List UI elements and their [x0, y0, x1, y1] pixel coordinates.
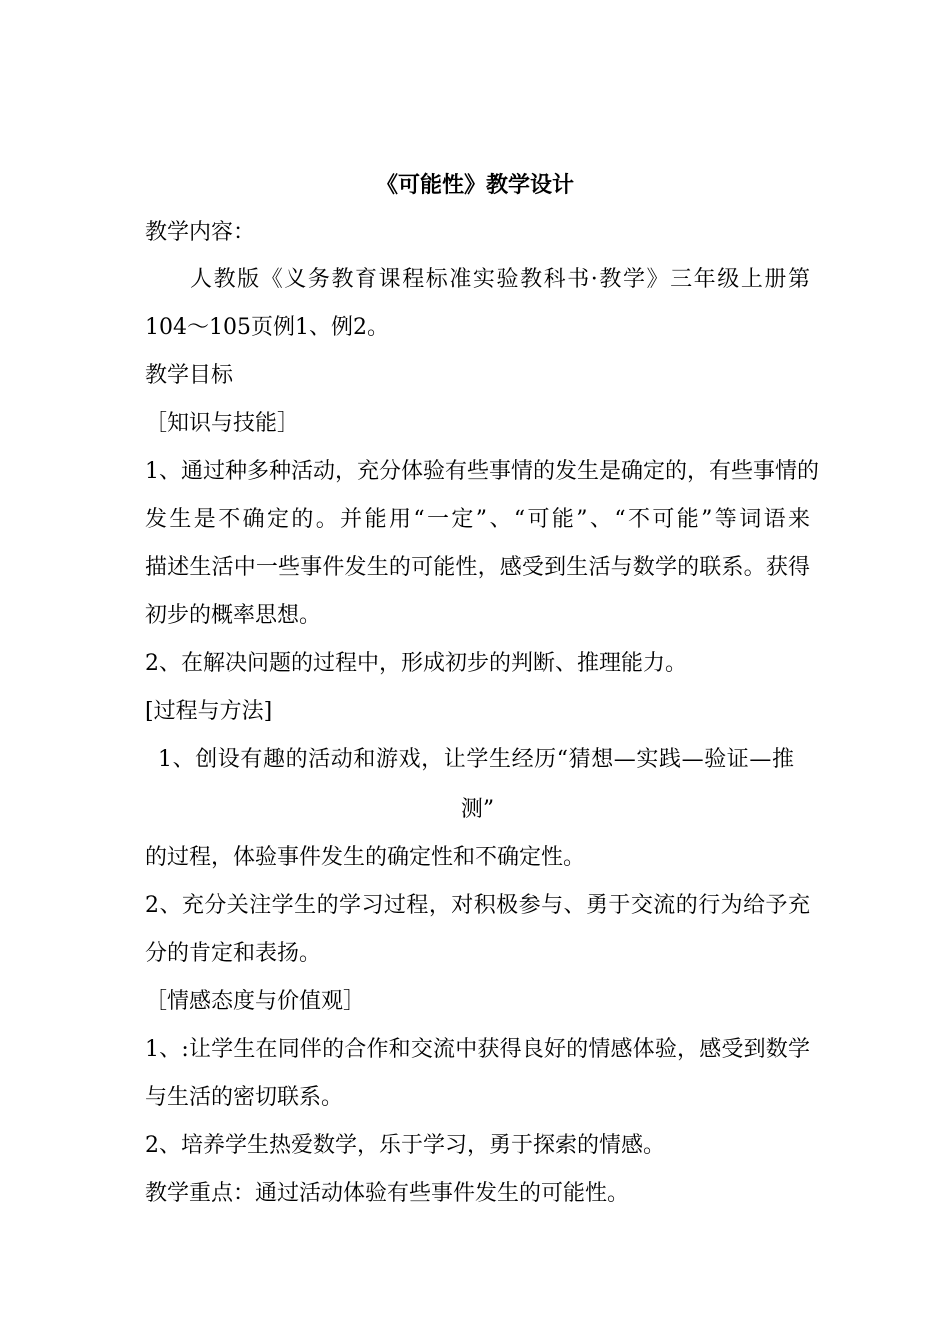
subheading-knowledge: ［知识与技能］	[145, 411, 300, 436]
document-title: 《可能性》教学设计	[375, 172, 574, 198]
paragraph-line: 与生活的密切联系。	[145, 1085, 344, 1110]
paragraph-line: 分的肯定和表扬。	[145, 941, 322, 966]
paragraph-line: 1、通过种多种活动，充分体验有些事情的发生是确定的，有些事情的	[145, 459, 819, 484]
section-heading-goals: 教学目标	[145, 363, 234, 388]
paragraph-line: 1、:让学生在同伴的合作和交流中获得良好的情感体验，感受到数学	[145, 1037, 810, 1062]
paragraph-line-key-point: 教学重点：通过活动体验有些事件发生的可能性。	[145, 1181, 630, 1206]
paragraph-line: 2、培养学生热爱数学，乐于学习，勇于探索的情感。	[145, 1133, 665, 1158]
paragraph-line: 的过程，体验事件发生的确定性和不确定性。	[145, 845, 586, 870]
paragraph-line: 初步的概率思想。	[145, 603, 322, 628]
paragraph-line: 104～105页例1、例2。	[145, 315, 389, 340]
paragraph-line: 1、创设有趣的活动和游戏，让学生经历“猜想—实践—验证—推	[158, 747, 794, 772]
paragraph-line: 2、在解决问题的过程中，形成初步的判断、推理能力。	[145, 651, 687, 676]
section-heading-content: 教学内容：	[145, 220, 256, 245]
paragraph-line: 人教版《义务教育课程标准实验教科书·教学》三年级上册第	[190, 267, 810, 292]
paragraph-line: 描述生活中一些事件发生的可能性，感受到生活与数学的联系。获得	[145, 555, 810, 580]
paragraph-line: 发生是不确定的。并能用“一定”、“可能”、“不可能”等词语来	[145, 507, 810, 532]
subheading-process: [过程与方法]	[145, 699, 273, 724]
subheading-attitude: ［情感态度与价值观］	[145, 989, 366, 1014]
paragraph-line: 测”	[460, 797, 495, 822]
paragraph-line: 2、充分关注学生的学习过程，对积极参与、勇于交流的行为给予充	[145, 893, 810, 918]
